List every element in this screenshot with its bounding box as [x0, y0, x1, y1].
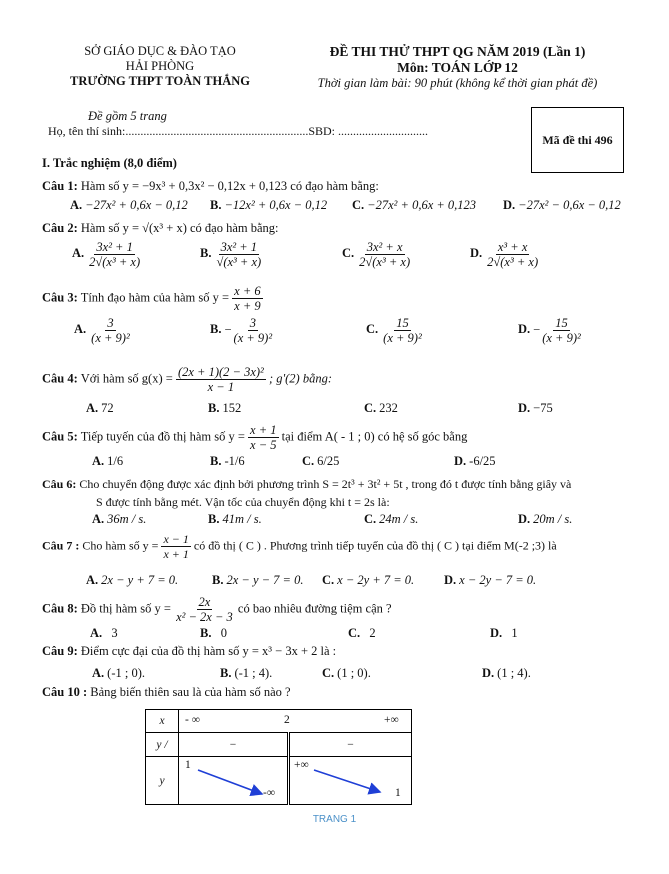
q2-option-a[interactable]: A. $\frac{\text{3x² + 1}}{\text{2√(x³ + x)}}$ — [72, 240, 141, 269]
q5-option-c[interactable]: C. 6/25 — [302, 454, 340, 468]
vt-y-left-bottom: -∞ — [263, 787, 276, 799]
question-8: Câu 8: Đồ thị hàm số y = $\frac{2x}{\text{x² − 2x − 3}}$ có bao nhiêu đường tiệm cận ? — [42, 595, 392, 624]
q8-option-c[interactable]: C. 2 — [348, 626, 376, 640]
exam-subject: Môn: TOÁN LỚP 12 — [397, 60, 518, 75]
q8-option-a[interactable]: A. 3 — [90, 626, 118, 640]
question-label: Câu 1: — [42, 179, 78, 193]
question-10: Câu 10 : Bảng biến thiên sau là của hàm số nào ? — [42, 685, 291, 699]
q2-option-d[interactable]: D. $\frac{\text{x³ + x}}{\text{2√(x³ + x)}}$ — [470, 240, 539, 269]
q3-option-c[interactable]: C. $\frac{15}{\text{(x + 9)²}}$ — [366, 316, 422, 345]
q5-option-b[interactable]: B. -1/6 — [210, 454, 245, 468]
q6-option-a[interactable]: A. 36m / s. — [92, 512, 147, 526]
q2-option-c[interactable]: C. $\frac{\text{3x² + x}}{\text{2√(x³ + x)}}$ — [342, 240, 411, 269]
q1-option-c[interactable]: C. −27x² + 0,6x + 0,123 — [352, 198, 477, 212]
q7-option-c[interactable]: C. x − 2y + 7 = 0. — [322, 573, 415, 587]
q4-option-a[interactable]: A. 72 — [86, 401, 114, 415]
q3-option-b[interactable]: B. − $\frac{3}{\text{(x + 9)²}}$ — [210, 316, 273, 345]
q9-option-c[interactable]: C. (1 ; 0). — [322, 666, 371, 680]
q2-option-b[interactable]: B. $\frac{\text{3x² + 1}}{\text{√(x³ + x)}}$ — [200, 240, 262, 269]
question-text: Hàm số y = −9x³ + 0,3x² − 0,12x + 0,123 có đạo hàm bằng: — [80, 179, 379, 193]
vt-arrow-right — [314, 770, 380, 792]
vt-y-right-bottom: 1 — [395, 787, 401, 799]
question-6-line-2: S được tính bằng mét. Vận tốc của chuyển động khi t = 2s là: — [96, 495, 390, 509]
q3-option-d[interactable]: D. − $\frac{15}{\text{(x + 9)²}}$ — [518, 316, 581, 345]
q6-option-c[interactable]: C. 24m / s. — [364, 512, 419, 526]
q9-option-a[interactable]: A. (-1 ; 0). — [92, 666, 145, 680]
vt-y-label: y — [146, 757, 179, 805]
q1-option-a[interactable]: A. −27x² + 0,6x − 0,12 — [70, 198, 188, 212]
vt-x-mid: 2 — [284, 714, 290, 726]
q4-option-b[interactable]: B. 152 — [208, 401, 242, 415]
q7-option-a[interactable]: A. 2x − y + 7 = 0. — [86, 573, 179, 587]
question-5: Câu 5: Tiếp tuyến của đồ thị hàm số y = $\frac{x + 1}{x - 5}$ tại điểm A( - 1 ; 0) có hệ số góc bằng — [42, 423, 468, 452]
vt-x-label: x — [146, 710, 179, 733]
vt-yprime-label: y / — [146, 733, 179, 757]
vt-y-left-top: 1 — [185, 759, 191, 771]
question-4: Câu 4: Với hàm số g(x) = $\frac{\text{(2x + 1)(2 − 3x)²}}{x - 1}$ ; g'(2) bằng: — [42, 365, 333, 394]
vt-y-right-top: +∞ — [294, 759, 309, 771]
school-name: TRƯỜNG THPT TOÀN THẮNG — [69, 74, 251, 88]
vt-yprime-left: − — [179, 733, 289, 757]
vt-x-left: - ∞ — [185, 714, 200, 726]
page-footer: TRANG 1 — [312, 814, 357, 825]
exam-time: Thời gian làm bài: 90 phút (không kể thời gian phát đề) — [317, 76, 598, 90]
city-name: HẢI PHÒNG — [125, 59, 195, 73]
question-6: Câu 6: Cho chuyển động được xác định bởi phương trình S = 2t³ + 3t² + 5t , trong đó t được tính bằng giây và — [42, 477, 572, 491]
exam-title: ĐỀ THI THỬ THPT QG NĂM 2019 (Lần 1) — [329, 44, 586, 59]
q7-option-d[interactable]: D. x − 2y − 7 = 0. — [444, 573, 537, 587]
q4-option-c[interactable]: C. 232 — [364, 401, 398, 415]
q5-option-a[interactable]: A. 1/6 — [92, 454, 124, 468]
question-2: Câu 2: Hàm số y = √(x³ + x) có đạo hàm bằng: — [42, 221, 279, 235]
vt-arrow-left — [198, 770, 262, 794]
q6-option-d[interactable]: D. 20m / s. — [518, 512, 573, 526]
page-count: Đề gồm 5 trang — [88, 109, 167, 123]
q8-option-d[interactable]: D. 1 — [490, 626, 518, 640]
vt-yprime-right: − — [289, 733, 412, 757]
q1-option-d[interactable]: D. −27x² − 0,6x − 0,12 — [503, 198, 621, 212]
q7-option-b[interactable]: B. 2x − y − 7 = 0. — [212, 573, 304, 587]
question-3: Câu 3: Tính đạo hàm của hàm số y = $\frac{x + 6}{x + 9}$ — [42, 284, 261, 313]
q1-option-b[interactable]: B. −12x² + 0,6x − 0,12 — [210, 198, 328, 212]
q9-option-b[interactable]: B. (-1 ; 4). — [220, 666, 273, 680]
q5-option-d[interactable]: D. -6/25 — [454, 454, 496, 468]
vt-x-right: +∞ — [384, 714, 399, 726]
question-9: Câu 9: Điểm cực đại của đồ thị hàm số y = x³ − 3x + 2 là : — [42, 644, 337, 658]
exam-code: Mã đề thi 496 — [542, 132, 613, 147]
q6-option-b[interactable]: B. 41m / s. — [208, 512, 262, 526]
q9-option-d[interactable]: D. (1 ; 4). — [482, 666, 531, 680]
q8-option-b[interactable]: B. 0 — [200, 626, 227, 640]
department-name: SỞ GIÁO DỤC & ĐÀO TẠO — [84, 44, 236, 58]
question-7: Câu 7 : Cho hàm số y = $\frac{x - 1}{x + 1}$ có đồ thị ( C ) . Phương trình tiếp tuyến của đồ thị ( C ) tại điểm M(-2 ;3) là — [42, 532, 557, 561]
q3-option-a[interactable]: A. $\frac{3}{\text{(x + 9)²}}$ — [74, 316, 130, 345]
q4-option-d[interactable]: D. −75 — [518, 401, 553, 415]
section-title: I. Trắc nghiệm (8,0 điểm) — [42, 156, 177, 170]
student-info-line: Họ, tên thí sinh:.............................................................SBD: .............................. — [48, 124, 429, 138]
